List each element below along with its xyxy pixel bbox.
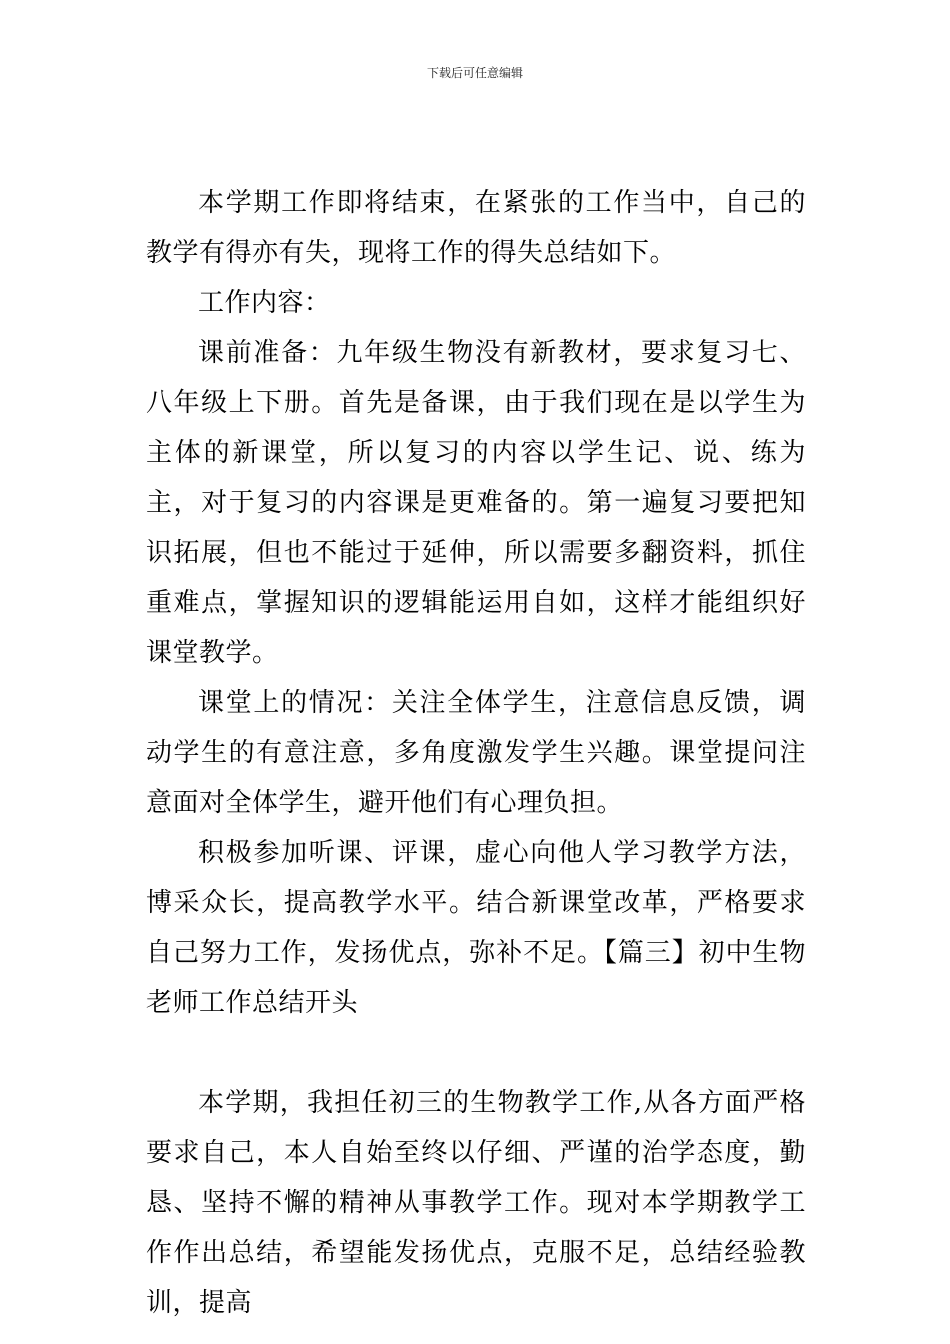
paragraph-lesson-preparation: 课前准备：九年级生物没有新教材，要求复习七、八年级上下册。首先是备课，由于我们现在是以学生为主体的新课堂，所以复习的内容以学生记、说、练为主，对于复习的内容课是更难备的。第一遍复习要把知识拓展，但也不能过于延伸，所以需要多翻资料，抓住重难点，掌握知识的逻辑能运用自如，这样才能组织好课堂教学。 bbox=[146, 338, 806, 668]
document-body bbox=[146, 178, 806, 1328]
paragraph-semester-summary: 本学期，我担任初三的生物教学工作,从各方面严格要求自己，本人自始至终以仔细、严谨的治学态度，勤恳、坚持不懈的精神从事教学工作。现对本学期教学工作作出总结，希望能发扬优点，克服不足，总结经验教训，提高 bbox=[146, 1088, 806, 1318]
section-gap bbox=[146, 1028, 806, 1078]
paragraph-classroom-situation: 课堂上的情况：关注全体学生，注意信息反馈，调动学生的有意注意，多角度激发学生兴趣。课堂提问注意面对全体学生，避开他们有心理负担。 bbox=[146, 688, 806, 818]
paragraph-intro: 本学期工作即将结束，在紧张的工作当中，自己的教学有得亦有失，现将工作的得失总结如下。 bbox=[146, 188, 806, 268]
paragraph-lesson-observation: 积极参加听课、评课，虚心向他人学习教学方法，博采众长，提高教学水平。结合新课堂改革，严格要求自己努力工作，发扬优点，弥补不足。【篇三】初中生物老师工作总结开头 bbox=[146, 838, 806, 1018]
page-header: 下载后可任意编辑 bbox=[426, 66, 523, 80]
paragraph-work-content-heading: 工作内容： bbox=[198, 288, 331, 318]
